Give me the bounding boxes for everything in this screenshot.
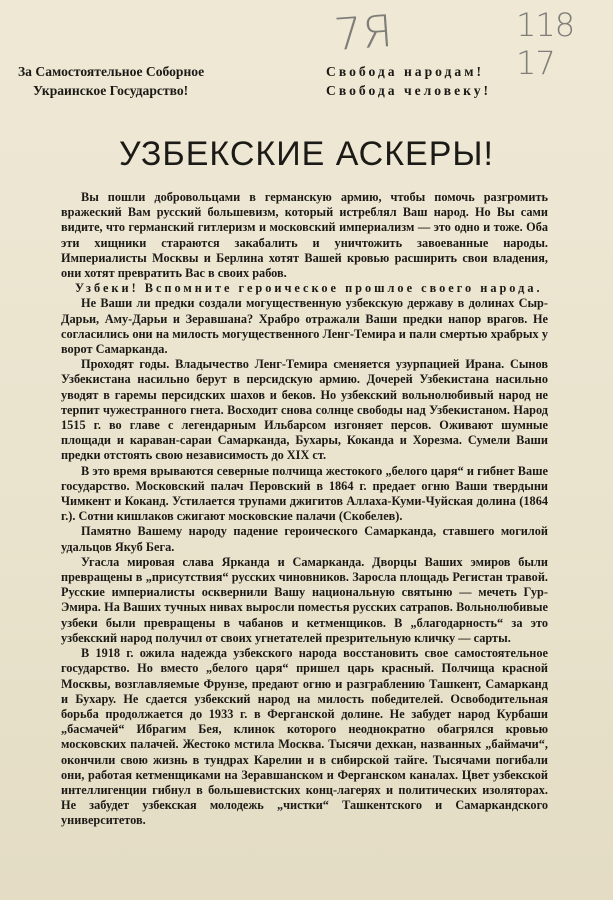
leaflet-body — [61, 190, 548, 829]
page-title: УЗБЕКСКИЕ АСКЕРЫ! — [119, 135, 494, 173]
slogan-left-line1: За Самостоятельное Соборное — [18, 64, 205, 79]
slogan-right-line1: Свобода народам! — [326, 64, 485, 79]
paragraph: Памятно Вашему народу падение героического Самарканда, ставшего могилой удальцов Якуб Бега. — [61, 524, 548, 554]
paragraph: Проходят годы. Владычество Ленг-Темира сменяется узурпацией Ирана. Сынов Узбекистана насильно берут в персидскую армию. Дочерей Узбекистана насильно уводят в гаремы персидских шахов и беков. Но узбекский вольнолюбивый народ не терпит чужестранного гнета. Восходит снова солнце свободы над Узбекистаном. Народ 1515 г. во главе с легендарным Ильбарсом изгоняет персов. Оживают шумные площади и караван-сараи Самарканда, Бухары, Коканда и Хорезма. Сумели Ваши предки отстоять свою независимость до XIX ст. — [61, 357, 548, 463]
slogan-right — [326, 62, 491, 100]
paragraph: В 1918 г. ожила надежда узбекского народа восстановить свое самостоятельное государство. Но вместо „белого царя“ пришел царь красный. Полчища красной Москвы, возглавляемые Фрунзе, предают огню и разграблению Ташкент, Самарканд и Бухару. Не сдается узбекский народ на милость победителей. Освободительная борьба продолжается до 1933 г. в Ферганской долине. Не забудет народ Курбаши „басмачей“ Ибрагим Бея, клинок которого неоднократно обагрялся кровью московских палачей. Жестоко мстила Москва. Тысячи дехкан, названных „баймачи“, окончили свою жизнь в тундрах Карелии и в сибирской тайге. Тысячами погибали они, работая кетменщиками на Зеравшанском и Ферганском каналах. Цвет узбекской интеллигенции гибнул в большевистских конц-лагерях и политических изоляторах. Не забудет узбекская молодежь „чистки“ Ташкентского и Самаркандского университетов. — [61, 646, 548, 828]
archive-number-mark: 118 17 — [516, 6, 575, 82]
slogan-left — [18, 62, 204, 100]
paragraph: Узбеки! Вспомните героическое прошлое своего народа. — [75, 281, 543, 296]
slogan-right-line2: Свобода человеку! — [326, 83, 492, 98]
paragraph: В это время врываются северные полчища жестокого „белого царя“ и гибнет Ваше государство. Московский палач Перовский в 1864 г. предает огню Ваши твердыни Чимкент и Коканд. Устилается трупами джигитов Аллаха-Куми-Чуйская долина (1864 г.). Сотни кишлаков сжигают московские палачи (Скобелев). — [61, 463, 548, 524]
paragraph: Вы пошли добровольцами в германскую армию, чтобы помочь разгромить вражеский Вам русский большевизм, который истреблял Ваш народ. Но Вы сами видите, что германский гитлеризм и московский империализм — это одно и тоже. Оба эти хищники стараются закабалить и уничтожить завоеванные народы. Империалисты Москвы и Берлина хотят Вашей кровью расширить свои владения, они хотят превратить Вас в своих рабов. — [61, 190, 548, 281]
paragraph: Не Ваши ли предки создали могущественную узбекскую державу в долинах Сыр-Дарьи, Аму-Дарьи и Зеравшана? Храбро отражали Ваши предки напор врагов. Не согласились они на милость могущественного Ленг-Темира и пали смертью храбрых у ворот Самарканда. — [61, 296, 548, 357]
paragraph: Угасла мировая слава Ярканда и Самарканда. Дворцы Ваших эмиров были превращены в „присутствия“ русских чиновников. Заросла площадь Регистан травой. Русские империалисты осквернили Вашу национальную святыню — мечеть Гур-Эмира. На Ваших тучных нивах выросли поместья русских сатрапов. Вольнолюбивые узбеки были превращены в чабанов и кетменщиков. В „благодарность“ за это узбекский народ получил от своих угнетателей презрительную кличку — сарты. — [61, 554, 548, 645]
archive-pencil-mark: 7Я — [332, 6, 395, 61]
slogan-left-line2: Украинское Государство! — [33, 83, 189, 98]
slogan-header — [0, 62, 613, 106]
